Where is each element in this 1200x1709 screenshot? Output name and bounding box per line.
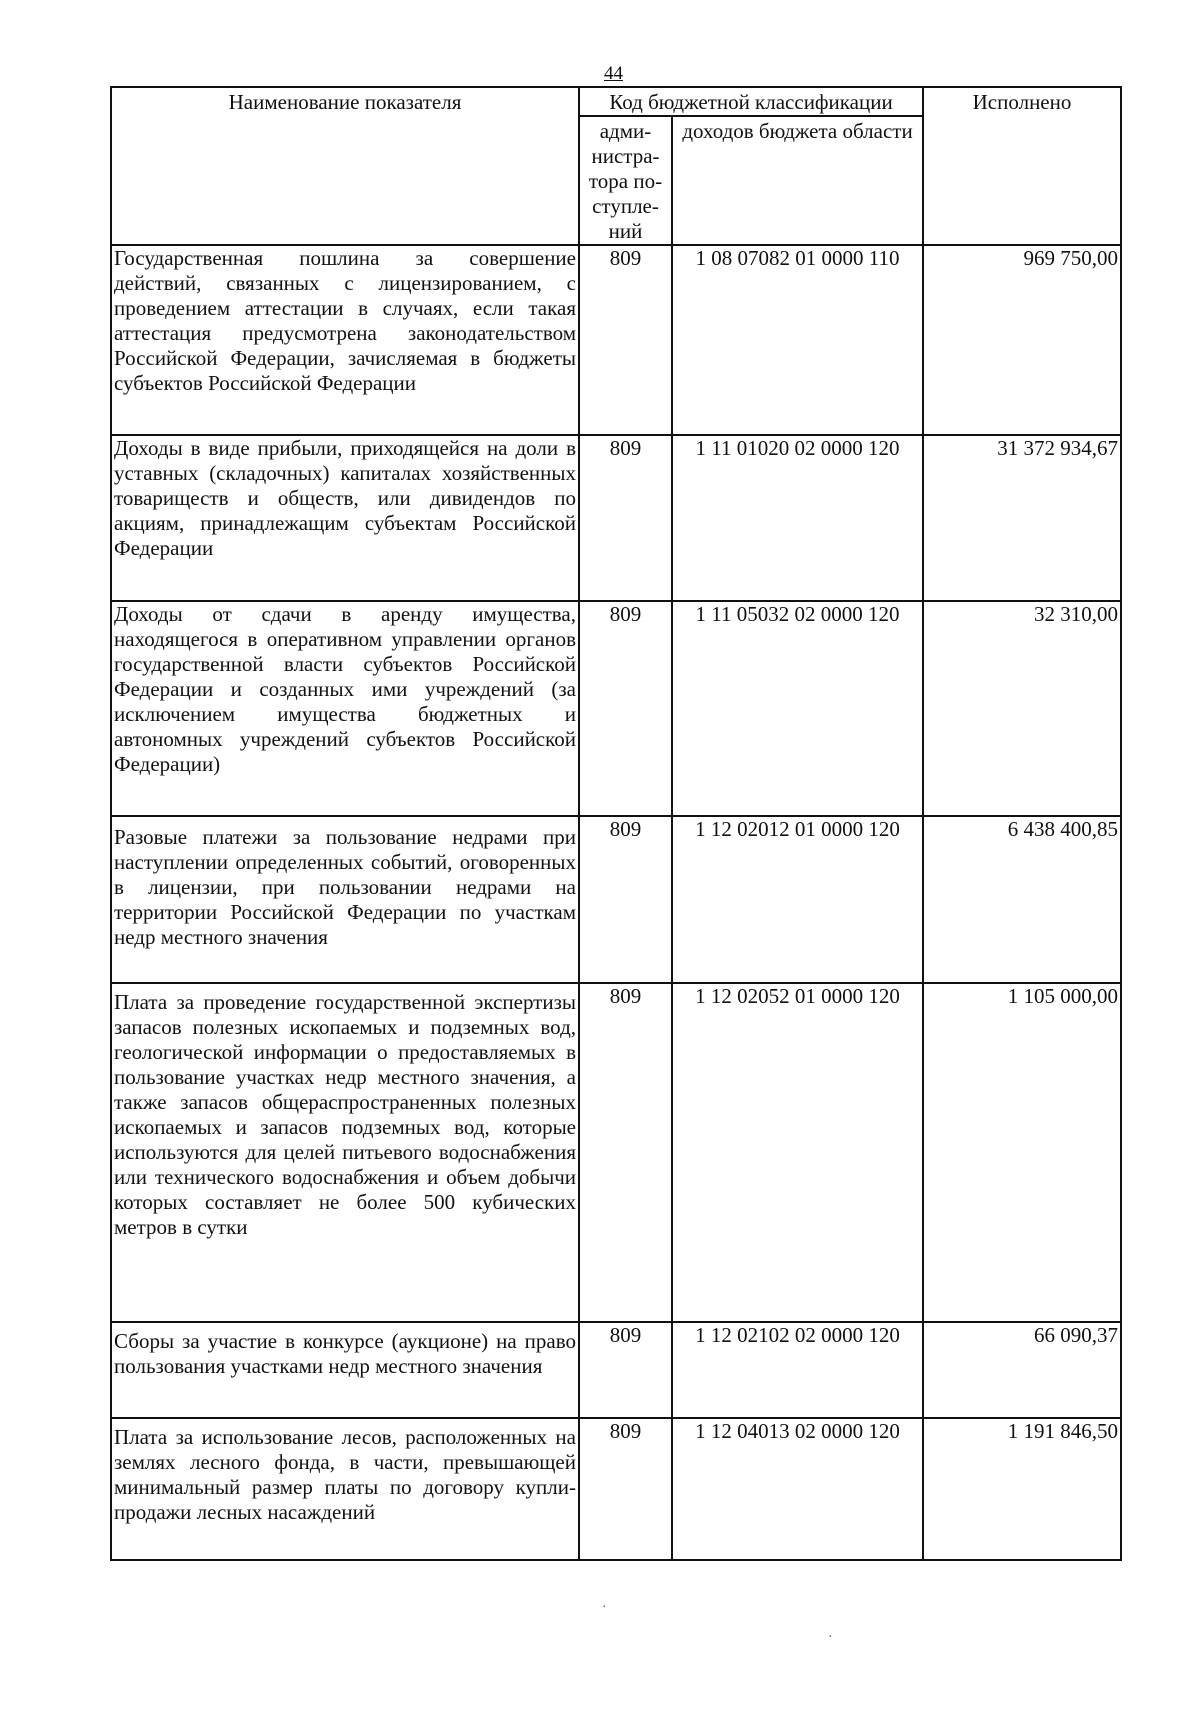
admin-code: 809	[579, 435, 672, 601]
executed-amount: 32 310,00	[923, 601, 1121, 816]
table-row	[111, 1322, 1121, 1418]
executed-column-header: Исполнено	[923, 87, 1121, 245]
name-column-header: Наименование показателя	[111, 87, 579, 245]
income-code: 1 08 07082 01 0000 110	[672, 245, 923, 435]
executed-amount: 6 438 400,85	[923, 816, 1121, 983]
executed-amount: 1 105 000,00	[923, 983, 1121, 1322]
income-code: 1 12 02052 01 0000 120	[672, 983, 923, 1322]
scan-speck: ·	[828, 1630, 833, 1645]
indicator-name: Доходы от сдачи в аренду имущества, находящегося в оперативном управлении органов государственной власти субъектов Российской Федерации и созданных ими учреждений (за исключением имущества бюджетных и автономных учреждений субъектов Российской Федерации)	[111, 601, 579, 816]
scan-speck: ·	[602, 1600, 607, 1615]
executed-amount: 969 750,00	[923, 245, 1121, 435]
indicator-name: Плата за использование лесов, расположенных на землях лесного фонда, в части, превышающей минимальный размер платы по договору купли-продажи лесных насаждений	[111, 1418, 579, 1560]
executed-amount: 66 090,37	[923, 1322, 1121, 1418]
admin-code-column-header: адми-нистра-тора по-ступле-ний	[579, 116, 672, 245]
admin-code: 809	[579, 245, 672, 435]
page-number: 44	[604, 63, 623, 84]
income-code: 1 12 04013 02 0000 120	[672, 1418, 923, 1560]
table-row	[111, 983, 1121, 1322]
admin-code: 809	[579, 816, 672, 983]
indicator-name: Государственная пошлина за совершение действий, связанных с лицензированием, с проведением аттестации в случаях, если такая аттестация предусмотрена законодательством Российской Федерации, зачисляемая в бюджеты субъектов Российской Федерации	[111, 245, 579, 435]
indicator-name: Разовые платежи за пользование недрами при наступлении определенных событий, оговоренных в лицензии, при пользовании недрами на территории Российской Федерации по участкам недр местного значения	[111, 816, 579, 983]
table-row	[111, 601, 1121, 816]
admin-code: 809	[579, 983, 672, 1322]
admin-code: 809	[579, 1322, 672, 1418]
table-row	[111, 1418, 1121, 1560]
executed-amount: 1 191 846,50	[923, 1418, 1121, 1560]
indicator-name: Сборы за участие в конкурсе (аукционе) на право пользования участками недр местного значения	[111, 1322, 579, 1418]
table-row	[111, 816, 1121, 983]
admin-code: 809	[579, 601, 672, 816]
income-code: 1 11 05032 02 0000 120	[672, 601, 923, 816]
budget-code-group-header: Код бюджетной классификации	[579, 87, 923, 116]
income-code: 1 11 01020 02 0000 120	[672, 435, 923, 601]
admin-code: 809	[579, 1418, 672, 1560]
table-row	[111, 435, 1121, 601]
income-code-column-header: доходов бюджета области	[672, 116, 923, 245]
indicator-name: Плата за проведение государственной экспертизы запасов полезных ископаемых и подземных вод, геологической информации о предоставляемых в пользование участках недр местного значения, а также запасов общераспространенных полезных ископаемых и запасов подземных вод, которые используются для целей питьевого водоснабжения или технического водоснабжения и объем добычи которых составляет не более 500 кубических метров в сутки	[111, 983, 579, 1322]
income-code: 1 12 02102 02 0000 120	[672, 1322, 923, 1418]
income-code: 1 12 02012 01 0000 120	[672, 816, 923, 983]
executed-amount: 31 372 934,67	[923, 435, 1121, 601]
indicator-name: Доходы в виде прибыли, приходящейся на доли в уставных (складочных) капиталах хозяйственных товариществ и обществ, или дивидендов по акциям, принадлежащим субъектам Российской Федерации	[111, 435, 579, 601]
budget-revenue-table	[110, 86, 1122, 1561]
table-row	[111, 245, 1121, 435]
